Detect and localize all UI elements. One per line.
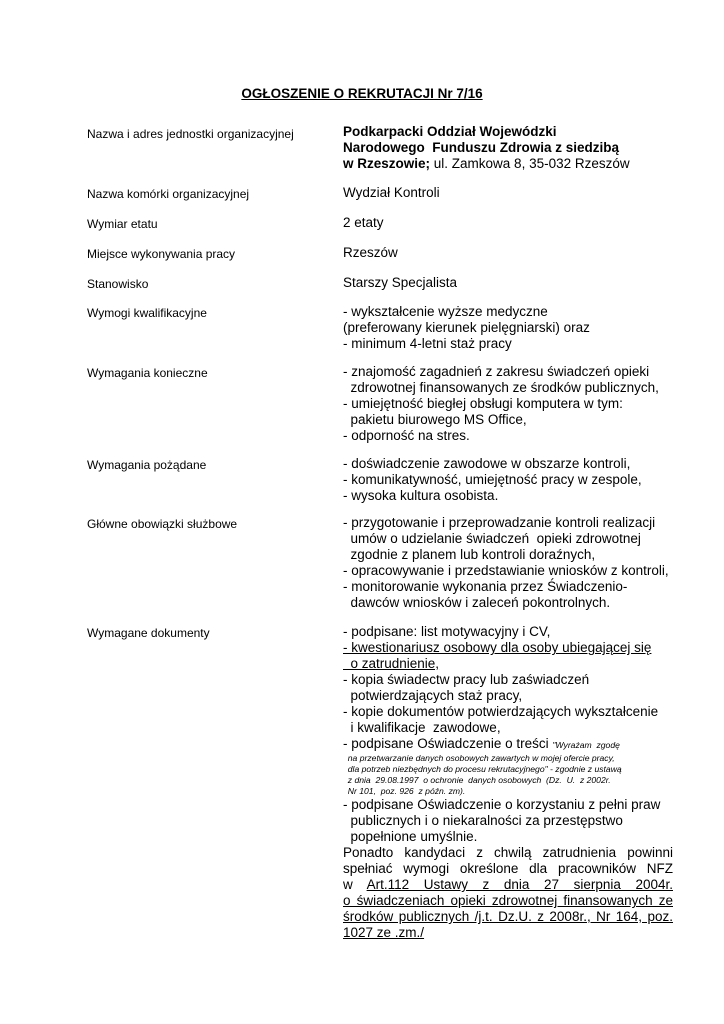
value-desired xyxy=(343,456,673,504)
required-line: - odporność na stres. xyxy=(343,428,470,443)
document-line: - kopie dokumentów potwierdzających wykształcenie xyxy=(343,704,659,719)
qualification-line: - wykształcenie wyższe medyczne xyxy=(343,304,548,319)
required-line: pakietu biurowego MS Office, xyxy=(343,412,527,427)
law-link[interactable]: Art.112 Ustawy z dnia 27 sierpnia 2004r. xyxy=(366,877,673,892)
unit-line-3 xyxy=(343,156,673,172)
document-line: - podpisane: list motywacyjny i CV, xyxy=(343,624,551,639)
duty-line: zgodnie z planem lub kontroli doraźnych, xyxy=(343,547,596,562)
value-place: Rzeszów xyxy=(343,245,398,260)
document-line: - podpisane Oświadczenie o korzystaniu z pełni praw xyxy=(343,797,661,812)
label-desired: Wymagania pożądane xyxy=(87,458,207,472)
value-qualifications xyxy=(343,304,673,352)
law-link-line[interactable]: środków publicznych /j.t. Dz.U. z 2008r., Nr 164, poz. xyxy=(343,909,673,924)
value-unit xyxy=(343,124,673,172)
consent-intro: - podpisane Oświadczenie o treści xyxy=(343,736,553,751)
document-line: potwierdzających staż pracy, xyxy=(343,688,523,703)
duty-line: dawców wniosków i zaleceń pokontrolnych. xyxy=(343,595,611,610)
document-line: publicznych i o niekaralności za przestępstwo xyxy=(343,813,623,828)
consent-text-line: Nr 101, poz. 926 z późn. zm). xyxy=(343,786,466,796)
document-line xyxy=(343,736,673,753)
desired-line: - doświadczenie zawodowe w obszarze kontroli, xyxy=(343,456,631,471)
note-line: Ponadto kandydaci z chwilą zatrudnienia powinni xyxy=(343,845,673,860)
value-duties xyxy=(343,515,673,611)
consent-quote-start: "Wyrażam zgodę xyxy=(552,740,620,750)
label-unit: Nazwa i adres jednostki organizacyjnej xyxy=(87,127,294,141)
required-line: - znajomość zagadnień z zakresu świadczeń opieki xyxy=(343,364,650,379)
document-line: - kopia świadectw pracy lub zaświadczeń xyxy=(343,672,590,687)
label-cell: Nazwa komórki organizacyjnej xyxy=(87,187,250,201)
duty-line: umów o udzielanie świadczeń opieki zdrowotnej xyxy=(343,531,641,546)
unit-address: ul. Zamkowa 8, 35-032 Rzeszów xyxy=(430,156,630,171)
value-cell: Wydział Kontroli xyxy=(343,185,440,200)
label-duties: Główne obowiązki służbowe xyxy=(87,517,238,531)
document-line: i kwalifikacje zawodowe, xyxy=(343,720,501,735)
document-line-underlined: o zatrudnienie, xyxy=(343,656,440,671)
label-qualifications: Wymogi kwalifikacyjne xyxy=(87,306,207,320)
qualification-line: - minimum 4-letni staż pracy xyxy=(343,336,512,351)
value-position: Starszy Specjalista xyxy=(343,275,458,290)
required-line: - umiejętność biegłej obsługi komputera w tym: xyxy=(343,396,623,411)
label-fte: Wymiar etatu xyxy=(87,217,158,231)
law-link-line[interactable]: 1027 ze .zm./ xyxy=(343,925,425,940)
document-line-underlined: - kwestionariusz osobowy dla osoby ubiegającej się xyxy=(343,640,652,655)
consent-text-line: na przetwarzanie danych osobowych zawartych w mojej ofercie pracy, xyxy=(343,753,615,763)
note-line xyxy=(343,877,673,893)
duty-line: - monitorowanie wykonania przez Świadczenio- xyxy=(343,579,628,594)
consent-text-line: z dnia 29.08.1997 o ochronie danych osobowych (Dz. U. z 2002r. xyxy=(343,775,611,785)
label-required: Wymagania konieczne xyxy=(87,366,208,380)
consent-text-line: dla potrzeb niezbędnych do procesu rekrutacyjnego" - zgodnie z ustawą xyxy=(343,764,622,774)
duty-line: - opracowywanie i przedstawianie wniosków z kontroli, xyxy=(343,563,669,578)
required-line: zdrowotnej finansowanych ze środków publicznych, xyxy=(343,380,659,395)
page-title: OGŁOSZENIE O REKRUTACJI Nr 7/16 xyxy=(241,86,483,101)
value-required xyxy=(343,364,673,444)
qualification-line: (preferowany kierunek pielęgniarski) oraz xyxy=(343,320,590,335)
law-link-line[interactable]: o świadczeniach opieki zdrowotnej finansowanych ze xyxy=(343,893,673,908)
value-fte: 2 etaty xyxy=(343,215,384,230)
label-position: Stanowisko xyxy=(87,277,149,291)
unit-city: w Rzeszowie; xyxy=(343,156,431,171)
document-line: popełnione umyślnie. xyxy=(343,829,478,844)
duty-line: - przygotowanie i przeprowadzanie kontroli realizacji xyxy=(343,515,656,530)
value-documents xyxy=(343,624,673,941)
unit-line-1: Podkarpacki Oddział Wojewódzki xyxy=(343,124,557,139)
desired-line: - komunikatywność, umiejętność pracy w zespole, xyxy=(343,472,642,487)
label-place: Miejsce wykonywania pracy xyxy=(87,247,236,261)
unit-line-2: Narodowego Funduszu Zdrowia z siedzibą xyxy=(343,140,620,155)
note-line: spełniać wymogi określone dla pracowników NFZ xyxy=(343,861,673,876)
label-documents: Wymagane dokumenty xyxy=(87,626,210,640)
desired-line: - wysoka kultura osobista. xyxy=(343,488,499,503)
note-prefix: w xyxy=(343,877,367,892)
